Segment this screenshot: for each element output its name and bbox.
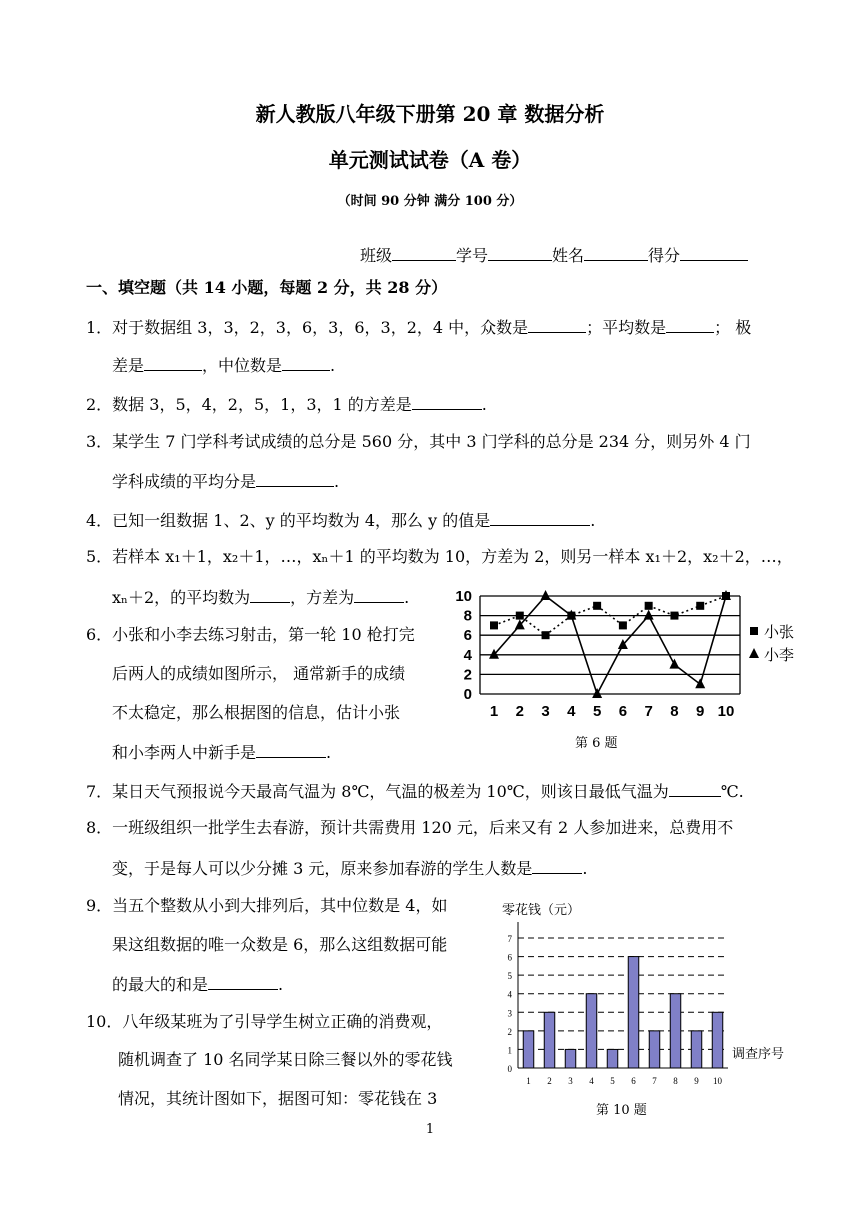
- x-tick-label: 5: [592, 703, 602, 720]
- q9-blank[interactable]: [208, 973, 278, 990]
- student-id-blank[interactable]: [488, 244, 552, 261]
- point-marker-square: [670, 612, 678, 620]
- q9-text-c: 的最大的和是: [112, 975, 209, 994]
- q4-blank[interactable]: [490, 509, 590, 526]
- point-marker-triangle: [669, 659, 679, 669]
- q8-text-c: .: [582, 859, 588, 878]
- point-marker-square: [490, 621, 498, 629]
- figure-6-line-chart: [440, 590, 800, 730]
- q4-text-a: 4．已知一组数据 1、2、y 的平均数为 4，那么 y 的值是: [86, 511, 491, 530]
- q1-text-e: ，中位数是: [202, 356, 283, 375]
- point-marker-square: [645, 602, 653, 610]
- x-tick-label: 7: [652, 1076, 657, 1086]
- q3-text-b: 学科成绩的平均分是: [112, 472, 257, 491]
- y-tick-label: 2: [507, 1026, 512, 1037]
- question-3-line2: [112, 470, 339, 492]
- x-tick-label: 10: [713, 1076, 722, 1086]
- question-1-line1: [86, 316, 751, 338]
- q5-text-d: .: [404, 588, 410, 607]
- x-tick-label: 8: [673, 1076, 678, 1086]
- bar: [670, 994, 681, 1068]
- x-tick-label: 5: [610, 1076, 615, 1086]
- q8-blank[interactable]: [532, 857, 582, 874]
- x-tick-label: 2: [547, 1076, 552, 1086]
- point-marker-triangle: [592, 688, 602, 698]
- q1-blank-mean[interactable]: [666, 316, 714, 333]
- q1-text-f: .: [330, 356, 336, 375]
- figure-6-caption: 第 6 题: [575, 736, 618, 751]
- y-tick-label: 0: [507, 1064, 512, 1074]
- section-heading: 一、填空题（共 14 小题，每题 2 分，共 28 分）: [86, 278, 448, 297]
- question-7: [86, 780, 744, 802]
- question-1-line2: [112, 354, 335, 376]
- q1-blank-median[interactable]: [282, 354, 330, 371]
- x-tick-label: 3: [568, 1076, 573, 1086]
- question-5-line2: [112, 586, 409, 608]
- question-5-line1: 5．若样本 x₁＋1，x₂＋1，…，xₙ＋1 的平均数为 10，方差为 2，则另一样本 x₁＋2，x₂＋2，…，: [86, 547, 793, 566]
- bar: [586, 994, 597, 1068]
- legend-marker-triangle: [749, 648, 759, 658]
- question-10-line1: 10．八年级某班为了引导学生树立正确的消费观，: [86, 1012, 443, 1031]
- x-axis-title: 调查序号: [732, 1047, 785, 1062]
- y-tick-label: 2: [463, 666, 472, 684]
- x-tick-label: 4: [589, 1076, 594, 1086]
- q3-text-c: .: [334, 472, 340, 491]
- y-tick-label: 10: [455, 588, 472, 605]
- q5-blank-mean[interactable]: [250, 586, 290, 603]
- q7-text-b: ℃.: [720, 782, 744, 801]
- question-8-line1: 8．一班级组织一批学生去春游，预计共需费用 120 元，后来又有 2 人参加进来，总费用不: [86, 818, 734, 837]
- q7-text-a: 7．某日天气预报说今天最高气温为 8℃，气温的极差为 10℃，则该日最低气温为: [86, 782, 669, 801]
- x-tick-label: 10: [717, 703, 735, 720]
- q4-text-b: .: [590, 511, 596, 530]
- q6-text-e: .: [326, 743, 332, 762]
- y-tick-label: 3: [507, 1008, 512, 1019]
- q8-text-b: 变，于是每人可以少分摊 3 元，原来参加春游的学生人数是: [112, 859, 533, 878]
- figure-10-caption: 第 10 题: [596, 1103, 647, 1118]
- question-10-line2: 随机调查了 10 名同学某日除三餐以外的零花钱: [118, 1050, 453, 1069]
- series-line-2: [494, 596, 726, 694]
- y-tick-label: 7: [507, 934, 512, 944]
- x-tick-label: 9: [694, 1076, 699, 1086]
- y-tick-label: 1: [507, 1045, 512, 1056]
- bar: [712, 1012, 723, 1068]
- q1-blank-range[interactable]: [144, 354, 202, 371]
- question-9-line3: [112, 973, 283, 995]
- point-marker-square: [593, 602, 601, 610]
- question-6-line3: 不太稳定，那么根据图的信息，估计小张: [112, 703, 401, 722]
- page-subtitle: 单元测试试卷（A 卷）: [328, 148, 532, 172]
- question-2: [86, 393, 487, 415]
- legend-label-1: 小张: [764, 623, 795, 641]
- legend-label-2: 小李: [764, 646, 795, 664]
- y-axis-title: 零花钱（元）: [502, 903, 581, 918]
- x-tick-label: 8: [670, 703, 679, 720]
- page-title: 新人教版八年级下册第 20 章 数据分析: [255, 102, 605, 126]
- q2-blank[interactable]: [412, 393, 482, 410]
- y-tick-label: 4: [507, 989, 512, 1000]
- y-tick-label: 6: [463, 627, 472, 645]
- exam-time-note: （时间 90 分钟 满分 100 分）: [337, 194, 523, 209]
- q5-text-b: xₙ＋2，的平均数为: [112, 588, 251, 607]
- page-number: 1: [425, 1122, 435, 1137]
- class-label: 班级: [360, 246, 393, 265]
- q2-text-a: 2．数据 3，5，4，2，5，1，3，1 的方差是: [86, 395, 412, 414]
- q7-blank[interactable]: [669, 780, 721, 797]
- figure-10-bar-chart: [498, 898, 798, 1108]
- q3-blank[interactable]: [256, 470, 334, 487]
- point-marker-triangle: [695, 678, 705, 688]
- x-tick-label: 1: [489, 703, 499, 720]
- x-tick-label: 2: [515, 703, 524, 720]
- x-tick-label: 1: [526, 1076, 531, 1086]
- bar: [523, 1031, 534, 1068]
- y-tick-label: 8: [463, 607, 472, 625]
- q5-text-c: ，方差为: [290, 588, 355, 607]
- bar: [565, 1049, 576, 1068]
- bar: [628, 957, 639, 1068]
- name-blank[interactable]: [584, 244, 648, 261]
- q1-text-c: ； 极: [714, 318, 752, 337]
- question-6-line4: [112, 741, 331, 763]
- point-marker-square: [619, 621, 627, 629]
- q1-blank-mode[interactable]: [528, 316, 586, 333]
- x-tick-label: 7: [644, 703, 653, 720]
- class-blank[interactable]: [392, 244, 456, 261]
- q2-text-b: .: [481, 395, 487, 414]
- question-8-line2: [112, 857, 587, 879]
- q1-text-a: 1．对于数据组 3，3，2，3，6，3，6，3，2，4 中，众数是: [86, 318, 529, 337]
- x-tick-label: 3: [541, 703, 550, 720]
- x-tick-label: 6: [618, 703, 628, 720]
- point-marker-square: [696, 602, 704, 610]
- point-marker-triangle: [541, 590, 551, 600]
- legend-marker-square: [750, 627, 758, 635]
- info-fields: [360, 244, 748, 266]
- x-tick-label: 9: [696, 703, 705, 720]
- student-id-label: 学号: [456, 246, 489, 265]
- y-tick-label: 4: [463, 646, 472, 664]
- question-6-line2: 后两人的成绩如图所示， 通常新手的成绩: [112, 664, 406, 683]
- q1-text-b: ；平均数是: [586, 318, 667, 337]
- question-10-line3: 情况，其统计图如下，据图可知：零花钱在 3: [118, 1089, 438, 1108]
- question-9-line2: 果这组数据的唯一众数是 6，那么这组数据可能: [112, 935, 448, 954]
- question-4: [86, 509, 595, 531]
- y-tick-label: 6: [507, 952, 512, 963]
- question-6-line1: 6．小张和小李去练习射击，第一轮 10 枪打完: [86, 625, 415, 644]
- question-9-line1: 9．当五个整数从小到大排列后，其中位数是 4，如: [86, 896, 448, 915]
- x-tick-label: 4: [567, 703, 576, 720]
- point-marker-square: [542, 631, 550, 639]
- bar: [607, 1049, 618, 1068]
- bar: [691, 1031, 702, 1068]
- q5-blank-variance[interactable]: [354, 586, 404, 603]
- point-marker-triangle: [644, 610, 654, 620]
- y-tick-label: 0: [463, 686, 472, 703]
- q6-blank[interactable]: [256, 741, 326, 758]
- score-label: 得分: [648, 246, 681, 265]
- x-tick-label: 6: [631, 1076, 636, 1086]
- q9-text-d: .: [278, 975, 284, 994]
- bar: [544, 1012, 555, 1068]
- bar: [649, 1031, 660, 1068]
- point-marker-square: [516, 612, 524, 620]
- q1-text-d: 差是: [112, 356, 145, 375]
- question-3-line1: 3．某学生 7 门学科考试成绩的总分是 560 分，其中 3 门学科的总分是 234 分，则另外 4 门: [86, 432, 751, 451]
- score-blank[interactable]: [680, 244, 748, 261]
- q6-text-d: 和小李两人中新手是: [112, 743, 257, 762]
- y-tick-label: 5: [507, 971, 512, 982]
- name-label: 姓名: [552, 246, 585, 265]
